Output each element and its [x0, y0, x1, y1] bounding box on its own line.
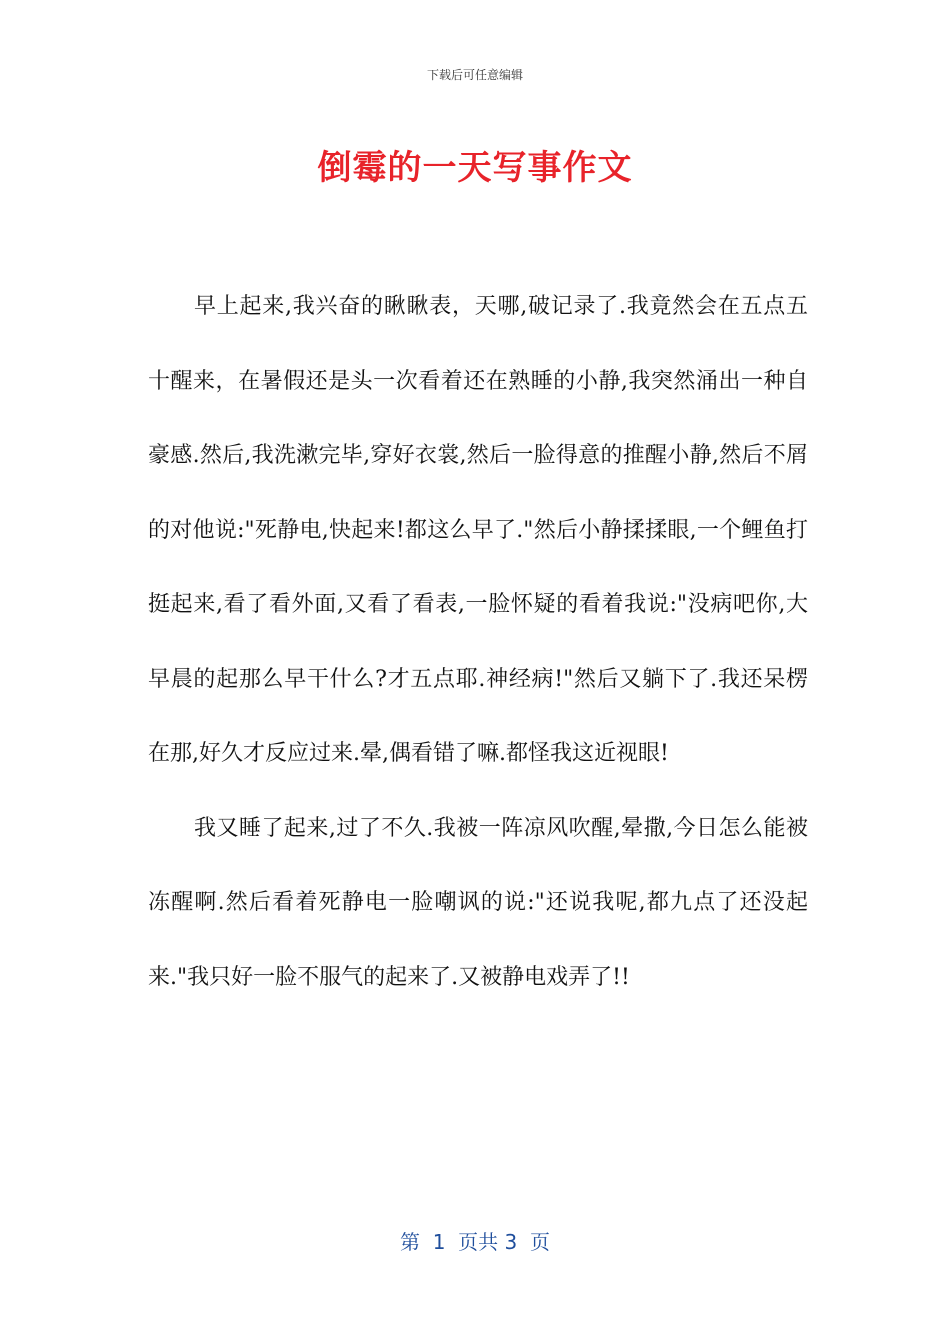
document-title: 倒霉的一天写事作文	[317, 148, 633, 188]
page-number-footer: 第 1 页共 3 页	[400, 1230, 550, 1254]
article-body	[148, 270, 808, 1015]
paragraph-1: 早上起来,我兴奋的瞅瞅表，天哪,破记录了.我竟然会在五点五十醒来，在暑假还是头一次看着还在熟睡的小静,我突然涌出一种自豪感.然后,我洗漱完毕,穿好衣裳,然后一脸得意的推醒小静,然后不屑的对他说:"死静电,快起来!都这么早了."然后小静揉揉眼,一个鲤鱼打挺起来,看了看外面,又看了看表,一脸怀疑的看着我说:"没病吧你,大早晨的起那么早干什么?才五点耶.神经病!"然后又躺下了.我还呆楞在那,好久才反应过来.晕,偶看错了嘛.都怪我这近视眼!	[148, 294, 808, 766]
header-note: 下载后可任意编辑	[426, 68, 523, 82]
paragraph-2: 我又睡了起来,过了不久.我被一阵凉风吹醒,晕撒,今日怎么能被冻醒啊.然后看着死静电一脸嘲讽的说:"还说我呢,都九点了还没起来."我只好一脸不服气的起来了.又被静电戏弄了!!	[148, 815, 808, 990]
